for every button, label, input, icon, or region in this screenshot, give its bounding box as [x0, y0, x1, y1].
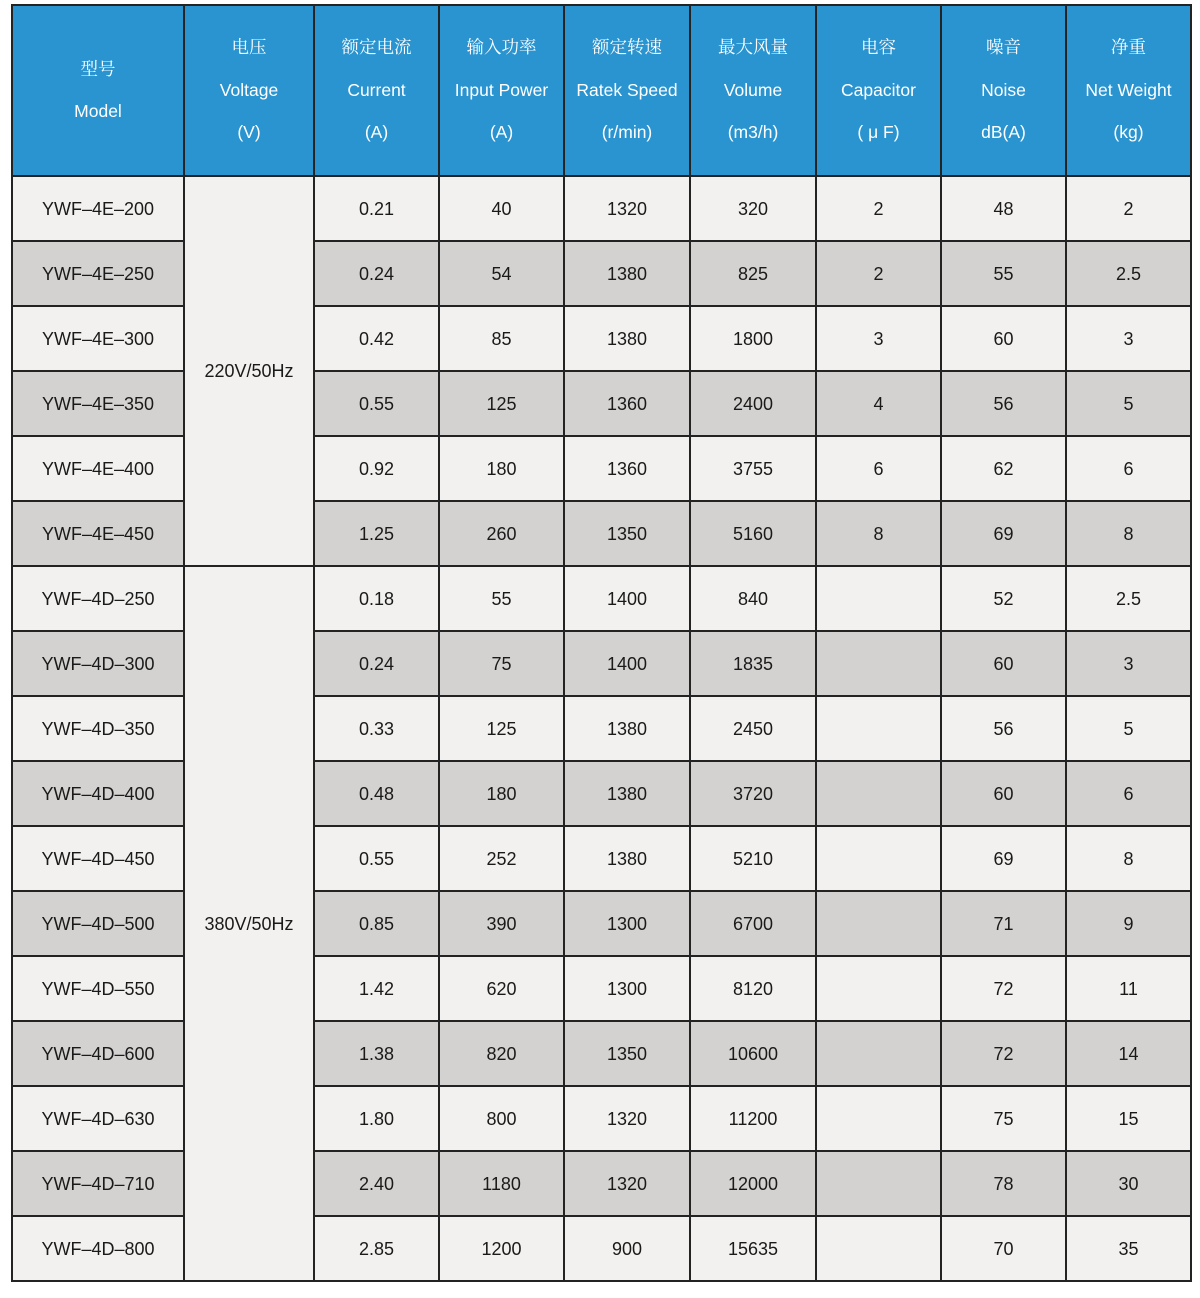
cell-capacitor: 8 [816, 501, 941, 566]
cell-weight: 3 [1066, 306, 1191, 371]
cell-speed: 1380 [564, 696, 690, 761]
cell-model: YWF–4D–350 [12, 696, 184, 761]
header-label-unit: (A) [364, 122, 389, 143]
cell-current: 0.18 [314, 566, 439, 631]
cell-input-power: 390 [439, 891, 564, 956]
cell-current: 0.42 [314, 306, 439, 371]
cell-noise: 71 [941, 891, 1066, 956]
table-body [12, 176, 1191, 1281]
cell-model: YWF–4D–400 [12, 761, 184, 826]
cell-capacitor [816, 956, 941, 1021]
column-header-text [1067, 39, 1190, 142]
table-row [12, 566, 1191, 631]
cell-input-power: 180 [439, 436, 564, 501]
cell-input-power: 40 [439, 176, 564, 241]
cell-weight: 11 [1066, 956, 1191, 1021]
cell-model: YWF–4D–450 [12, 826, 184, 891]
cell-weight: 15 [1066, 1086, 1191, 1151]
cell-input-power: 54 [439, 241, 564, 306]
cell-noise: 52 [941, 566, 1066, 631]
cell-volume: 2450 [690, 696, 816, 761]
header-label-en: Capacitor [841, 79, 916, 100]
header-label-en: Ratek Speed [576, 79, 678, 100]
cell-current: 0.24 [314, 241, 439, 306]
table-row [12, 176, 1191, 241]
cell-model: YWF–4E–400 [12, 436, 184, 501]
header-label-zh: 额定转速 [592, 37, 662, 58]
header-label-en: Noise [981, 79, 1026, 100]
header-label-zh: 最大风量 [718, 37, 788, 58]
cell-volume: 3720 [690, 761, 816, 826]
column-header-text [942, 39, 1065, 142]
header-label-en: Model [74, 101, 122, 121]
cell-weight: 5 [1066, 371, 1191, 436]
cell-capacitor [816, 1216, 941, 1281]
cell-input-power: 260 [439, 501, 564, 566]
header-label-en: Current [347, 79, 406, 100]
cell-weight: 2.5 [1066, 566, 1191, 631]
cell-speed: 1350 [564, 501, 690, 566]
cell-noise: 60 [941, 631, 1066, 696]
column-header-model [12, 5, 184, 176]
cell-capacitor [816, 1151, 941, 1216]
cell-speed: 1400 [564, 631, 690, 696]
cell-volume: 11200 [690, 1086, 816, 1151]
header-label-en: Input Power [454, 79, 549, 100]
cell-speed: 1380 [564, 306, 690, 371]
cell-volume: 3755 [690, 436, 816, 501]
cell-model: YWF–4D–800 [12, 1216, 184, 1281]
cell-speed: 1380 [564, 241, 690, 306]
cell-volume: 5160 [690, 501, 816, 566]
column-header-current [314, 5, 439, 176]
cell-current: 0.92 [314, 436, 439, 501]
cell-input-power: 1180 [439, 1151, 564, 1216]
cell-capacitor [816, 1086, 941, 1151]
cell-current: 2.40 [314, 1151, 439, 1216]
cell-speed: 1400 [564, 566, 690, 631]
cell-volume: 8120 [690, 956, 816, 1021]
cell-current: 1.42 [314, 956, 439, 1021]
cell-model: YWF–4E–450 [12, 501, 184, 566]
cell-speed: 1360 [564, 371, 690, 436]
header-label-unit: dB(A) [981, 122, 1026, 143]
cell-volume: 1800 [690, 306, 816, 371]
cell-speed: 1360 [564, 436, 690, 501]
cell-capacitor: 3 [816, 306, 941, 371]
column-header-text [185, 39, 313, 142]
cell-current: 0.55 [314, 371, 439, 436]
cell-input-power: 820 [439, 1021, 564, 1086]
column-header-text [315, 39, 438, 142]
header-label-en: Net Weight [1085, 79, 1172, 100]
column-header-text [440, 39, 563, 142]
cell-current: 0.85 [314, 891, 439, 956]
column-header-text [691, 39, 815, 142]
cell-noise: 75 [941, 1086, 1066, 1151]
fan-spec-table [11, 4, 1192, 1282]
cell-weight: 30 [1066, 1151, 1191, 1216]
cell-weight: 5 [1066, 696, 1191, 761]
column-header-noise [941, 5, 1066, 176]
cell-model: YWF–4E–300 [12, 306, 184, 371]
column-header-text [565, 39, 689, 142]
cell-weight: 8 [1066, 501, 1191, 566]
cell-volume: 12000 [690, 1151, 816, 1216]
cell-capacitor: 4 [816, 371, 941, 436]
cell-noise: 48 [941, 176, 1066, 241]
cell-current: 0.55 [314, 826, 439, 891]
header-row [12, 5, 1191, 176]
cell-current: 0.24 [314, 631, 439, 696]
cell-input-power: 85 [439, 306, 564, 371]
cell-speed: 1350 [564, 1021, 690, 1086]
cell-voltage: 220V/50Hz [184, 176, 314, 566]
cell-input-power: 125 [439, 371, 564, 436]
cell-noise: 69 [941, 501, 1066, 566]
cell-speed: 1320 [564, 1151, 690, 1216]
header-label-unit: (kg) [1113, 122, 1144, 143]
cell-model: YWF–4D–300 [12, 631, 184, 696]
cell-input-power: 252 [439, 826, 564, 891]
cell-capacitor [816, 891, 941, 956]
header-label-unit: (A) [489, 122, 514, 143]
cell-volume: 2400 [690, 371, 816, 436]
cell-speed: 1380 [564, 761, 690, 826]
cell-model: YWF–4D–630 [12, 1086, 184, 1151]
cell-weight: 35 [1066, 1216, 1191, 1281]
column-header-voltage [184, 5, 314, 176]
cell-noise: 69 [941, 826, 1066, 891]
cell-model: YWF–4E–250 [12, 241, 184, 306]
cell-volume: 840 [690, 566, 816, 631]
cell-input-power: 180 [439, 761, 564, 826]
header-label-zh: 噪音 [986, 37, 1021, 58]
cell-capacitor [816, 761, 941, 826]
cell-weight: 14 [1066, 1021, 1191, 1086]
cell-noise: 72 [941, 956, 1066, 1021]
cell-current: 1.25 [314, 501, 439, 566]
cell-input-power: 55 [439, 566, 564, 631]
cell-noise: 55 [941, 241, 1066, 306]
cell-noise: 78 [941, 1151, 1066, 1216]
cell-noise: 56 [941, 696, 1066, 761]
cell-volume: 320 [690, 176, 816, 241]
header-label-unit: (r/min) [601, 122, 653, 143]
cell-weight: 2.5 [1066, 241, 1191, 306]
header-label-unit: (V) [237, 122, 261, 143]
cell-current: 1.38 [314, 1021, 439, 1086]
column-header-capacitor [816, 5, 941, 176]
cell-weight: 3 [1066, 631, 1191, 696]
column-header-speed [564, 5, 690, 176]
cell-current: 0.48 [314, 761, 439, 826]
cell-model: YWF–4D–250 [12, 566, 184, 631]
header-label-zh: 额定电流 [341, 37, 412, 58]
cell-noise: 56 [941, 371, 1066, 436]
header-label-zh: 型号 [80, 58, 116, 79]
cell-weight: 6 [1066, 761, 1191, 826]
header-label-en: Volume [723, 79, 783, 100]
cell-weight: 2 [1066, 176, 1191, 241]
column-header-input-power [439, 5, 564, 176]
cell-noise: 62 [941, 436, 1066, 501]
cell-noise: 60 [941, 761, 1066, 826]
cell-noise: 70 [941, 1216, 1066, 1281]
cell-input-power: 125 [439, 696, 564, 761]
header-label-zh: 净重 [1111, 37, 1146, 58]
cell-input-power: 1200 [439, 1216, 564, 1281]
cell-speed: 1300 [564, 891, 690, 956]
cell-capacitor [816, 631, 941, 696]
header-label-unit: (m3/h) [727, 122, 779, 143]
cell-capacitor [816, 566, 941, 631]
header-label-unit: ( μ F) [857, 122, 900, 143]
cell-current: 0.21 [314, 176, 439, 241]
cell-model: YWF–4E–200 [12, 176, 184, 241]
cell-noise: 72 [941, 1021, 1066, 1086]
column-header-text [13, 58, 183, 121]
header-label-zh: 电容 [861, 37, 896, 58]
cell-volume: 5210 [690, 826, 816, 891]
cell-weight: 6 [1066, 436, 1191, 501]
cell-volume: 1835 [690, 631, 816, 696]
cell-voltage: 380V/50Hz [184, 566, 314, 1281]
cell-capacitor [816, 696, 941, 761]
cell-capacitor: 6 [816, 436, 941, 501]
cell-capacitor [816, 826, 941, 891]
cell-model: YWF–4E–350 [12, 371, 184, 436]
cell-current: 0.33 [314, 696, 439, 761]
cell-volume: 10600 [690, 1021, 816, 1086]
cell-speed: 900 [564, 1216, 690, 1281]
column-header-weight [1066, 5, 1191, 176]
cell-model: YWF–4D–500 [12, 891, 184, 956]
cell-current: 2.85 [314, 1216, 439, 1281]
header-label-en: Voltage [219, 79, 279, 100]
cell-volume: 15635 [690, 1216, 816, 1281]
cell-model: YWF–4D–550 [12, 956, 184, 1021]
cell-current: 1.80 [314, 1086, 439, 1151]
header-label-zh: 电压 [231, 37, 267, 58]
cell-capacitor [816, 1021, 941, 1086]
cell-input-power: 800 [439, 1086, 564, 1151]
cell-speed: 1320 [564, 1086, 690, 1151]
cell-input-power: 75 [439, 631, 564, 696]
cell-speed: 1380 [564, 826, 690, 891]
cell-volume: 825 [690, 241, 816, 306]
cell-weight: 8 [1066, 826, 1191, 891]
cell-noise: 60 [941, 306, 1066, 371]
cell-model: YWF–4D–600 [12, 1021, 184, 1086]
column-header-volume [690, 5, 816, 176]
cell-speed: 1300 [564, 956, 690, 1021]
column-header-text [817, 39, 940, 142]
cell-input-power: 620 [439, 956, 564, 1021]
cell-capacitor: 2 [816, 241, 941, 306]
header-label-zh: 输入功率 [466, 37, 537, 58]
cell-model: YWF–4D–710 [12, 1151, 184, 1216]
cell-weight: 9 [1066, 891, 1191, 956]
cell-speed: 1320 [564, 176, 690, 241]
cell-volume: 6700 [690, 891, 816, 956]
cell-capacitor: 2 [816, 176, 941, 241]
